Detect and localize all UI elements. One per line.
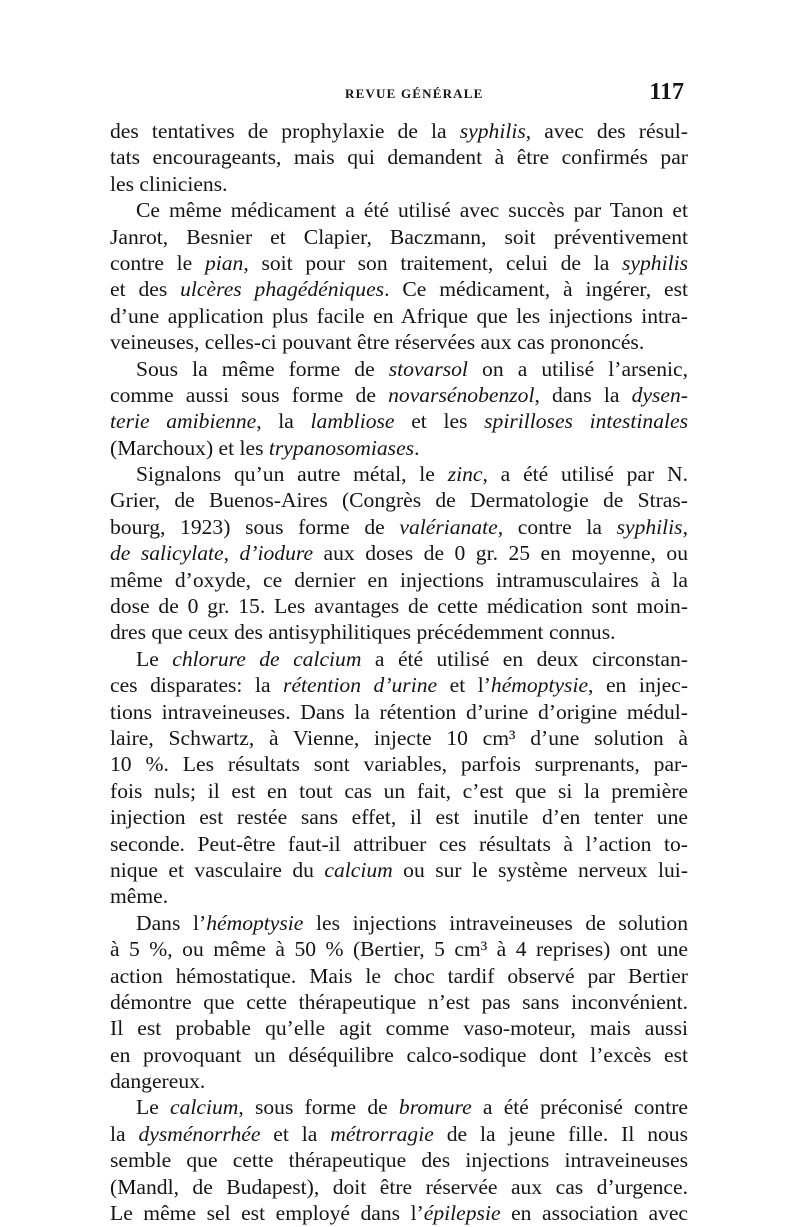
text-run: seconde. Peut-être faut-il attribuer ces résultats à l’action to- [110, 831, 688, 856]
text-run: , [682, 514, 688, 539]
text-run: , [223, 541, 240, 566]
text-line [110, 118, 688, 144]
text-run: injection est restée sans effet, il est inutile d’en tenter une [110, 805, 688, 830]
text-run: laire, Schwartz, à Vienne, injecte 10 cm³ d’une solution à [110, 725, 688, 750]
running-header [110, 80, 690, 110]
text-run: on a utilisé l’arsenic, [467, 356, 688, 381]
italic-term: terie amibienne [110, 409, 257, 434]
text-run: d’une application plus facile en Afrique que les injections intra- [110, 303, 688, 328]
text-run: de la jeune fille. Il nous [433, 1121, 688, 1146]
text-run: même d’oxyde, ce dernier en injections intramusculaires à la [110, 567, 688, 592]
text-line [110, 567, 688, 593]
text-line [110, 250, 688, 276]
text-line [110, 593, 688, 619]
text-run: en association avec [500, 1201, 688, 1226]
text-line [110, 329, 688, 355]
text-run: Signalons qu’un autre métal, le [136, 462, 448, 487]
text-run: Le [136, 646, 173, 671]
italic-term: hémoptysie [490, 673, 589, 698]
text-run: , avec des résul- [525, 119, 688, 143]
italic-term: zinc [447, 462, 483, 487]
italic-term: hémoptysie [206, 910, 304, 935]
text-run: les injections intraveineuses de solution [303, 910, 688, 935]
text-line [110, 910, 688, 936]
text-run: . [414, 435, 420, 460]
text-run: et l’ [437, 673, 491, 698]
text-run: Dans l’ [136, 910, 207, 935]
text-run: tions intraveineuses. Dans la rétention d’urine d’origine médul- [110, 699, 688, 724]
text-run: dres que ceux des antisyphilitiques précédemment connus. [110, 620, 616, 645]
italic-term: de salicylate [110, 541, 224, 566]
text-run: et des [110, 277, 181, 302]
text-run: ou sur le système nerveux lui- [392, 857, 688, 882]
text-run: tats encourageants, mais qui demandent à être confirmés par [110, 145, 688, 170]
text-run: dangereux. [110, 1069, 206, 1094]
text-line [110, 276, 688, 302]
italic-term: valérianate [399, 514, 498, 539]
text-run: et la [260, 1121, 331, 1146]
text-run: bourg, 1923) sous forme de [110, 514, 400, 539]
text-line [110, 646, 688, 672]
italic-term: épilepsie [423, 1201, 501, 1226]
italic-term: chlorure de calcium [172, 646, 362, 671]
text-line [110, 936, 688, 962]
text-line [110, 487, 688, 513]
text-run: les cliniciens. [110, 171, 228, 196]
text-run: (Mandl, de Budapest), doit être réservée aux cas d’urgence. [110, 1174, 688, 1199]
text-run: même. [110, 884, 169, 909]
text-line [110, 672, 688, 698]
text-line [110, 197, 688, 223]
text-line [110, 1174, 688, 1200]
running-title: REVUE GÉNÉRALE [345, 86, 484, 101]
text-line [110, 1094, 688, 1120]
text-line [110, 1068, 688, 1094]
italic-term: d’iodure [239, 541, 314, 566]
italic-term: dysen- [631, 382, 688, 407]
text-run: Ce même médicament a été utilisé avec succès par Tanon et [136, 198, 688, 223]
text-line [110, 1121, 688, 1147]
text-run: , sous forme de [238, 1095, 399, 1120]
text-run: contre le [110, 250, 205, 275]
text-run: a été préconisé contre [471, 1095, 688, 1120]
text-line [110, 857, 688, 883]
text-run: aux doses de 0 gr. 25 en moyenne, ou [313, 541, 688, 566]
text-run: Sous la même forme de [136, 356, 389, 381]
text-line [110, 619, 688, 645]
text-run: nique et vasculaire du [110, 857, 325, 882]
text-line [110, 883, 688, 909]
italic-term: trypanosomiases [268, 435, 415, 460]
italic-term: dysménorrhée [138, 1121, 261, 1146]
text-line [110, 171, 688, 197]
text-run: fois nuls; il est en tout cas un fait, c’est que si la première [110, 778, 688, 803]
text-line [110, 751, 688, 777]
text-line [110, 989, 688, 1015]
text-run: dose de 0 gr. 15. Les avantages de cette médication sont moin- [110, 594, 688, 619]
text-run: , dans la [534, 382, 632, 407]
italic-term: lambliose [310, 409, 395, 434]
text-run: , soit pour son traitement, celui de la [243, 250, 623, 275]
text-line [110, 514, 688, 540]
text-run: , contre la [497, 514, 617, 539]
text-line [110, 303, 688, 329]
text-line [110, 144, 688, 170]
italic-term: syphilis [622, 250, 688, 275]
text-run: , a été utilisé par N. [482, 462, 688, 487]
text-run: a été utilisé en deux circonstan- [361, 646, 688, 671]
text-line [110, 804, 688, 830]
text-run: des tentatives de prophylaxie de la [110, 119, 460, 143]
italic-term: stovarsol [388, 356, 468, 381]
text-run: en provoquant un déséquilibre calco-sodique dont l’excès est [110, 1042, 688, 1067]
text-line [110, 540, 688, 566]
text-run: Il est probable qu’elle agit comme vaso-moteur, mais aussi [110, 1016, 688, 1041]
italic-term: bromure [398, 1095, 472, 1120]
text-line [110, 435, 688, 461]
text-line [110, 461, 688, 487]
text-run: (Marchoux) et les [110, 435, 269, 460]
italic-term: rétention d’urine [283, 673, 438, 698]
text-line [110, 963, 688, 989]
body-text [110, 118, 688, 1226]
text-run: comme aussi sous forme de [110, 382, 389, 407]
text-run: démontre que cette thérapeutique n’est pas sans inconvénient. [110, 989, 688, 1014]
text-run: veineuses, celles-ci pouvant être réservées aux cas prononcés. [110, 330, 645, 355]
text-run: à 5 %, ou même à 50 % (Bertier, 5 cm³ à 4 reprises) ont une [110, 937, 688, 962]
text-line [110, 1042, 688, 1068]
text-line [110, 1147, 688, 1173]
text-line [110, 1015, 688, 1041]
text-line [110, 224, 688, 250]
text-line [110, 725, 688, 751]
page-number: 117 [649, 79, 684, 105]
text-line [110, 356, 688, 382]
text-line [110, 778, 688, 804]
text-run: 10 %. Les résultats sont variables, parfois surprenants, par- [110, 752, 688, 777]
text-run: Le [136, 1095, 170, 1120]
italic-term: syphilis [616, 514, 683, 539]
text-line [110, 1200, 688, 1226]
italic-term: syphilis [459, 119, 526, 143]
text-line [110, 831, 688, 857]
text-run: , en injec- [588, 673, 688, 698]
italic-term: pian [204, 250, 244, 275]
text-run: Le même sel est employé dans l’ [110, 1201, 424, 1226]
text-run: Janrot, Besnier et Clapier, Baczmann, soit préventivement [110, 224, 688, 249]
text-line [110, 382, 688, 408]
text-run: la [110, 1121, 139, 1146]
italic-term: métrorragie [330, 1121, 434, 1146]
text-run: ces disparates: la [110, 673, 284, 698]
italic-term: calcium [169, 1095, 239, 1120]
text-run: , la [256, 409, 311, 434]
text-line [110, 408, 688, 434]
text-run: semble que cette thérapeutique des injections intraveineuses [110, 1148, 688, 1173]
italic-term: novarsénobenzol [388, 382, 535, 407]
text-run: et les [394, 409, 485, 434]
text-run: . Ce médicament, à ingérer, est [384, 277, 688, 302]
italic-term: spirilloses intestinales [484, 409, 688, 434]
text-run: Grier, de Buenos-Aires (Congrès de Dermatologie de Stras- [110, 488, 688, 513]
italic-term: ulcères phagédéniques [180, 277, 385, 302]
italic-term: calcium [324, 857, 393, 882]
text-run: action hémostatique. Mais le choc tardif observé par Bertier [110, 963, 688, 988]
text-line [110, 699, 688, 725]
